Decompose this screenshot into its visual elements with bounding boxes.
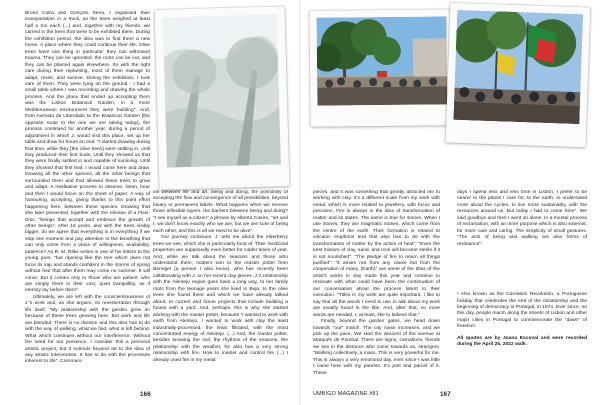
flags-photo (453, 10, 583, 124)
magazine-label: UMBIGO MAGAZINE #81 (313, 391, 379, 397)
photo-frame-left (155, 6, 290, 190)
paragraph: pieces, and it was something that greatly attracted me to working with clay. It's a different scale from my work with metal, which is more related to jewellery, with focus and precision. Fire is always in the idea of transformation of matter and its states. The same is true for stones. When I use stones, they are magmatic stones, which come from the centre of the earth. Their formation is related to volcanic eruptions and that also has to do with the transformation of matter by the action of heat". "Even the best mixture of clay, sand, and rock will become sterile if it is not nourished". "The pledge of fire to return all things purified": "it arises not from any cause but from the cooperation of many, (Earth)" are some of the titles of the artist's works in clay made this year and continue to resonate with what could have been the continuation of our conversation about the process latent to their execution. "Titles in my work are quite important. I like to say that all the words I need to use to talk about my work are usually found in the title. And, after that, no more words are needed. I, at least, like to believe that." (313, 190, 440, 318)
garden-photo (163, 14, 281, 167)
page-number-left: 166 (140, 391, 151, 398)
paragraph: Finally, beyond the garden gates, we head down towards "our" march. The city noise increases, and we pick up the pace. We start the descent of the avenue at Marquês de Pombal. There are signs, carnations, friends we see in the distance who come towards us, strangers. "Walking collectively, a mass. This is very powerful for me. This is always a very emotional day, ever since I was little I came here with my parents. It's part and parcel of it. These (313, 319, 440, 376)
paragraph: Bruno Cidra and Gonçalo Sena. I organised their transportation in a truck, as the trees weighed at least half a ton each (...) and, together with my friends, we carried in the trees that were to be exhibited there. During the exhibition period, the idea was to find them a new home. A place where they could continue their life. Olive trees have one thing in particular: they can withstand trauma. They can be uprooted, the roots can be cut, and they can be planted again elsewhere. So with the right care during their replanting, most of them manage to adapt, resist, and survive. During the exhibition, I took care of them. They were lying on the ground - I had a small table where I was recording and drawing the whole process. And the place that ended up accepting them was the Lisbon Botanical Garden, in a more Mediterranean environment they were building". And, from Avenida da Liberdade to the Botanical Garden [the opposite route to the one we are taking today], the process continued for another year, during a period of adjustment in which J. would visit this place, set up her table and draw for hours on end. "I started drawing during that time, while they [the olive trees] were settling in, until they produced their first buds. Until they showed us that they were finally settled in and capable of surviving. Until they showed that first leaf, I would come here and draw. Drawing all the other species, all the other beings that surrounded them and that allowed these trees to grow and adapt. A meditative process to observe, listen, hear and then I would focus on the sheet of paper. A way of honouring, accepting, giving thanks to this point effort happening here, between these species. Drawing that she later presented, together with the release of a Flexi-Disc: "beings that accept and embrace the growth of other beings". After 15 years, and with the trees visibly bigger, do we agree that everything is in everything if we stop one moment and pay attention to the breathing that can only come from a place of willingness, availability, patience? As R. M. Rilke writes in one of his letters to the young poet, "but ripening like the tree which does not force its sap and stands confident in the storms of spring without fear that after them may come no summer. It will come. But it comes only to those who are patient, who are simply there in their vast, quiet tranquillity, as if eternity lay before them". (25, 11, 150, 294)
left-column-2 (153, 190, 288, 388)
paragraph: Ultimately, we are left with the conscientiousness of J.'s work and, as she argues, its reverberation through life itself. "My relationship with the garden grew on because of these trees growing here. But work and life are blended. There is no division and this also has to do with the way of walking, what we find, what is left behind. What which continues without our interference. Without the need for our presence. I consider this a personal artistic project, but it extends beyond art to the idea of any artistic intervention. It has to do with the processes inherent to life". Communi- (25, 294, 150, 365)
left-column-1 (25, 11, 150, 375)
page-gutter (299, 0, 301, 405)
paragraph: Our journey continues. J. tells me about the elderberry trees we see, which she is particularly fond of. Their medicinal properties are supposedly even better for colder times of year. And, while we talk about the seasons and those who understand them, matters turn to the master potter from Beringel (a person I also know), who has recently been collaborating with J. on her recent clay pieces. J.'s relationship with the Alentejo region goes back a long way, to her family roots from the teenage years she lived in Beja, to the olive trees she found there and which we have already talked about, to current and future projects that include building a house with a yard. And, perhaps, this is why she started working with the master potter, because "I wanted to work with earth from Alentejo. I wanted to work with clay the least industrially-processed, the least filtrated, with the most concentrated energy of Alentejo. (...) And, the master potter, besides knowing the soil, the rhythms of the seasons, the relationship with the weather, he also has a very strong relationship with fire. How to master and control fire (...) I already used fire in my metal (153, 235, 288, 363)
right-column-1 (313, 190, 440, 388)
paragraph: days I spend less and less time in Lisbon, I prefer to be nearer to the plants I care for, to the earth, to understand more about the cycles, to live more sustainably, with the resources around us. But today I had to come here". We said goodbye and then I went on alone. In a mental process of reclamation, with an inner purpose which is also external, for more care and caring. The simplicity of small gestures. "The acts of being and walking are also forms of resistance". (457, 190, 587, 247)
paragraph: ion between life and art, being and doing, the possibility of accepting the flow and convergence of all possibilities, beyond binary or permanent labels. What happens when we remove those inflexible layers, the barriers between being and doing? "I see myself as a citizen" a phrase by Alberto Caeiro, "art and I, we don't know exactly who we are, but we are sure of being each other, and this is all we need to be alive". (153, 190, 288, 234)
right-column-2 (457, 190, 587, 390)
photo-frame-middle (309, 9, 454, 127)
footnote: ¹ Also known as the Carnation Revolution, a Portuguese holiday that celebrates the end of the dictatorship and the beginning of democracy in Portugal, in 1974. Ever since, on this day, people march along the streets of Lisbon and other major cities in Portugal to commemorate the "dawn" of freedom. (457, 292, 587, 330)
spacer (457, 248, 587, 292)
page-number-right: 167 (440, 391, 451, 398)
credit-line: All quotes are by Joana Escoval and were recorded during the April 25, 2022 walk. (457, 335, 587, 348)
photo-frame-right (446, 3, 591, 148)
street-march-photo (316, 16, 447, 105)
